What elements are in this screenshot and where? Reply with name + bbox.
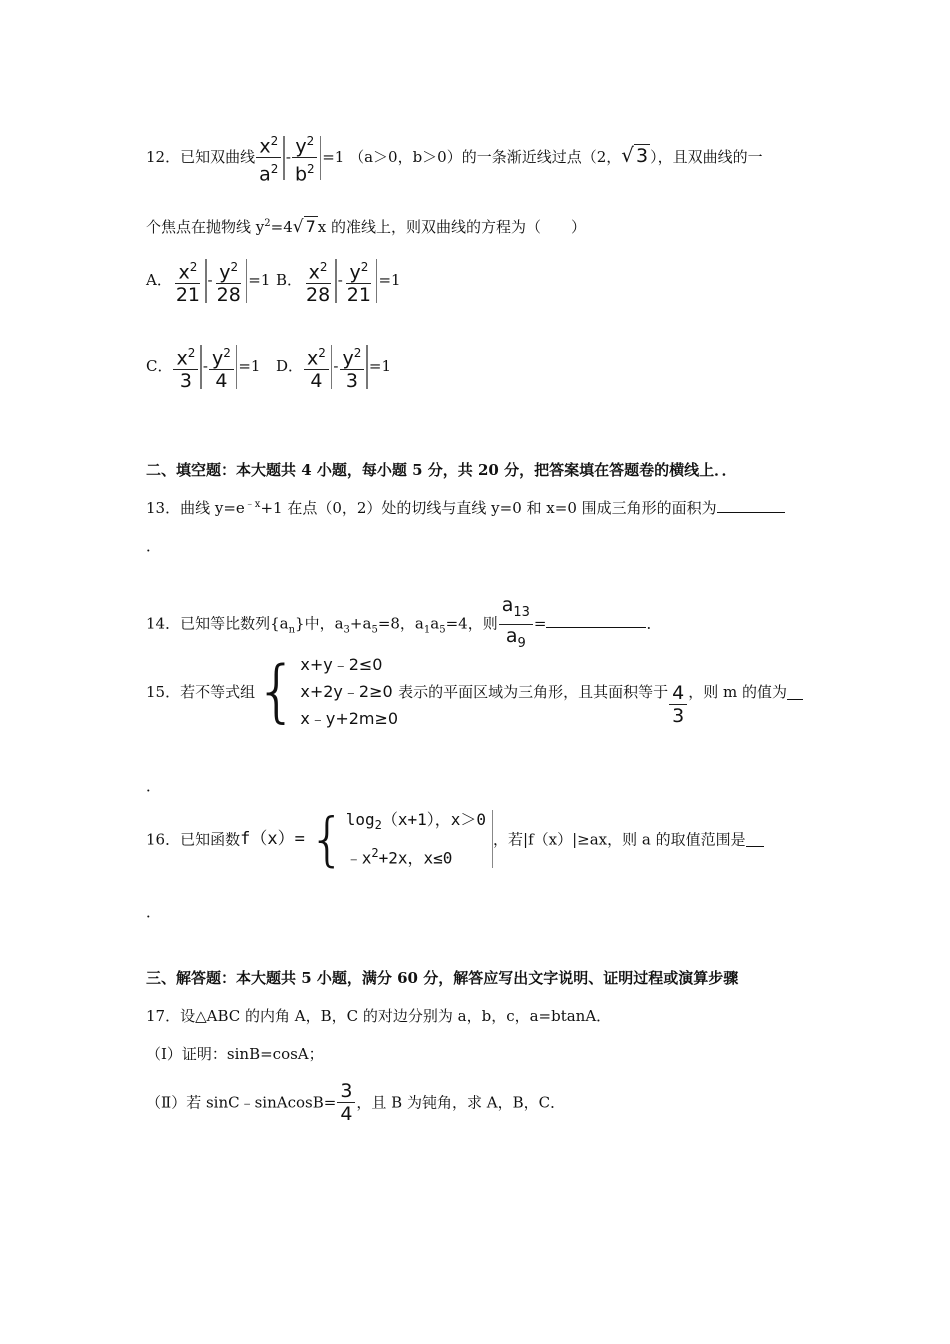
q12-number: 12． bbox=[146, 147, 181, 166]
q12-line2: 个焦点在抛物线 $y^2=4√$ 7 x 的准线上，则双曲线的方程为（ ） bbox=[146, 217, 587, 237]
q16-piecewise-function: f（x）= { $\log_2(x+1)$，x＞0 $﹣x^2+2x$，x≤0 bbox=[240, 806, 493, 873]
q15-text-b: 表示的平面区域为三角形，且其面积等于 bbox=[398, 683, 669, 701]
section2-heading: 二、填空题：本大题共 4 小题，每小题 5 分，共 20 分，把答案填在答题卷的横线上．． bbox=[146, 461, 737, 479]
section3-heading: 三、解答题：本大题共 5 小题，满分 60 分，解答应写出文字说明、证明过程或演算步骤 bbox=[146, 969, 739, 987]
q12-frac-y2-b2: $\frac{y^2}{b^2}$ bbox=[292, 130, 318, 186]
q12-text: 已知双曲线 bbox=[180, 147, 256, 166]
q13-exponent: ﹣x bbox=[244, 499, 261, 510]
equals-one: =1 bbox=[322, 147, 345, 166]
q12-line1 bbox=[146, 130, 763, 186]
option-a[interactable]: A． $\frac{x^2}{21}$ - $\frac{y^2}{28}$ =1 bbox=[146, 256, 270, 306]
q14-line: 14．已知等比数列$\{a_n\}$中，$a_3+a_5=8$，$a_1a_5=4$，则 $\frac{a_{13}}{a_9}$ = ． bbox=[146, 594, 662, 655]
formula-divider bbox=[283, 136, 285, 180]
q12-condition: （a＞0，b＞0）的一条渐近线过点（2， bbox=[349, 147, 622, 166]
q15-line bbox=[146, 652, 803, 732]
q14-answer-blank[interactable] bbox=[546, 613, 646, 628]
q16-number: 16． bbox=[146, 830, 181, 849]
q15-answer-blank[interactable] bbox=[787, 685, 803, 700]
q15-number: 15． bbox=[146, 683, 181, 701]
q17-line bbox=[146, 1006, 611, 1026]
q17-text: 设△ABC 的内角 A，B，C 的对边分别为 a，b，c，a=btanA． bbox=[180, 1007, 612, 1025]
q12-line2-eq: =4 bbox=[270, 218, 293, 236]
q17-part2-tail: ，且 B 为钝角，求 A，B，C． bbox=[356, 1093, 566, 1112]
q17-number: 17． bbox=[146, 1007, 181, 1025]
q17-frac-3-4: $\frac{3}{4}$ bbox=[337, 1080, 355, 1125]
q17-part2-text: （Ⅱ）若 sinC﹣sinAcosB= bbox=[146, 1093, 337, 1112]
q13-tail: ． bbox=[146, 537, 162, 555]
option-b[interactable]: B． $\frac{x^2}{28}$ - $\frac{y^2}{21}$ =1 bbox=[276, 256, 401, 306]
q15-text: 若不等式组 bbox=[180, 683, 256, 701]
q14-text: 已知等比数列{a bbox=[180, 614, 289, 633]
q13-text: 曲线 y=e bbox=[180, 499, 245, 517]
q17-part1: （Ⅰ）证明：sinB=cosA； bbox=[146, 1045, 324, 1063]
option-d[interactable]: D． $\frac{x^2}{4}$ - $\frac{y^2}{3}$ =1 bbox=[276, 342, 391, 392]
q12-line2-text: 个焦点在抛物线 y bbox=[146, 218, 265, 236]
q16-line bbox=[146, 806, 764, 873]
q16-answer-blank[interactable] bbox=[746, 832, 764, 847]
minus-sign: - bbox=[285, 147, 291, 166]
q12-text-tail: ），且双曲线的一 bbox=[650, 147, 763, 166]
q14-number: 14． bbox=[146, 614, 181, 633]
q15-text-c: ，则 m 的值为 bbox=[688, 683, 787, 701]
formula-divider bbox=[320, 136, 322, 180]
q13-text-b: +1 在点（0，2）处的切线与直线 y=0 和 x=0 围成三角形的面积为 bbox=[260, 499, 717, 517]
q14-frac-a13-a9: $\frac{a_{13}}{a_9}$ bbox=[499, 594, 533, 655]
q13-number: 13． bbox=[146, 499, 181, 517]
q16-text-b: ，若|f（x）|≥ax，则 a 的取值范围是 bbox=[493, 830, 746, 849]
q17-part2 bbox=[146, 1080, 565, 1125]
q16-tail: ． bbox=[146, 903, 162, 921]
q16-text: 已知函数 bbox=[180, 830, 241, 849]
q15-inequality-system: { x+y﹣2≤0 x+2y﹣2≥0 x﹣y+2m≥0 bbox=[255, 652, 399, 731]
q12-line2-tail: x 的准线上，则双曲线的方程为（ ） bbox=[317, 218, 587, 236]
q13-answer-blank[interactable] bbox=[717, 498, 785, 513]
option-c[interactable]: C． $\frac{x^2}{3}$ - $\frac{y^2}{4}$ =1 bbox=[146, 342, 260, 392]
q15-frac-4-3: $\frac{4}{3}$ bbox=[669, 682, 687, 727]
q13-line bbox=[146, 495, 785, 518]
q12-sqrt3: √ 3 bbox=[621, 142, 649, 167]
q15-tail: ． bbox=[146, 777, 162, 795]
q12-frac-x2-a2: $\frac{x^2}{a^2}$ bbox=[256, 130, 281, 186]
q12-sqrt7: √ 7 bbox=[292, 217, 316, 237]
